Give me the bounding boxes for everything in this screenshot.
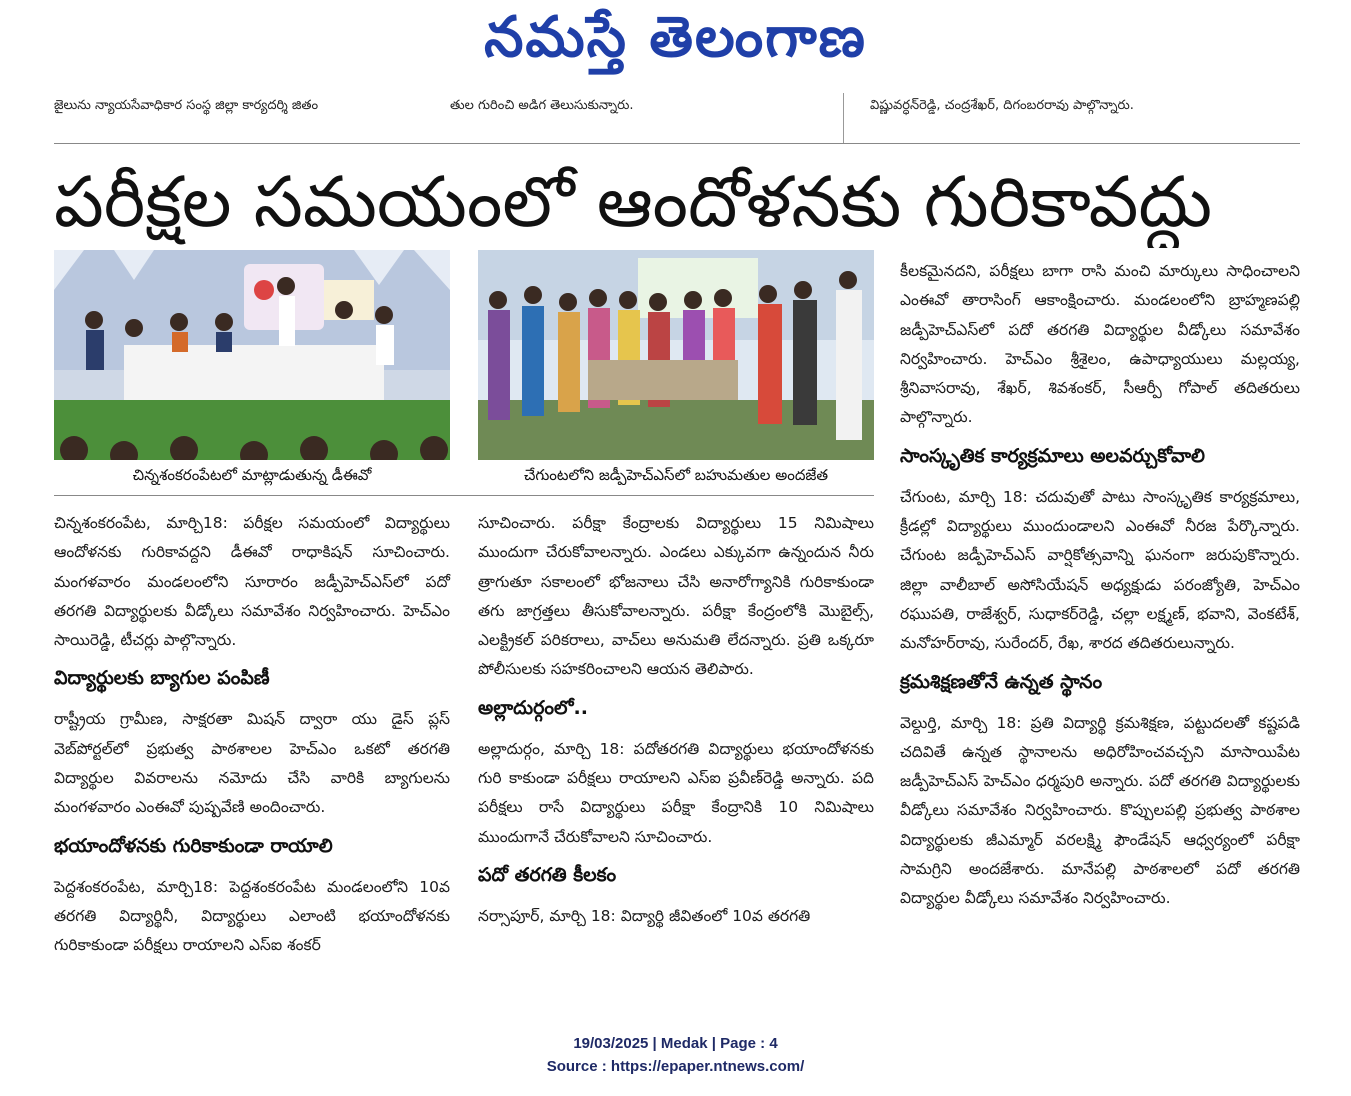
headline: పరీక్షల సమయంలో ఆందోళనకు గురికావద్దు [54, 161, 1213, 243]
top-strip-right: విష్ణువర్ధన్‌రెడ్డి, చంద్రశేఖర్, దిగంబరరావు పాల్గొన్నారు. [870, 98, 1134, 113]
subheading: క్రమశిక్షణతోనే ఉన్నత స్థానం [900, 670, 1103, 693]
article-column-2 [478, 509, 874, 931]
footer-source: Source : https://epaper.ntnews.com/ [546, 1058, 805, 1075]
caption-photo-meeting: చిన్నశంకరంపేటలో మాట్లాడుతున్న డీఈవో [132, 466, 372, 484]
paragraph: రాష్ట్రీయ గ్రామీణ, సాక్షరతా మిషన్ ద్వారా యు డైస్ ప్లస్ వెబ్‌పోర్టల్‌లో ప్రభుత్వ పాఠశాలల హెచ్ఎం ఒకటో తరగతి విద్యార్థుల వివరాలను నమోదు చేసి వారికి బ్యాగులను మంగళవారం ఎంఈవో పుష్పవేణి అందించారు. [54, 710, 450, 817]
subheading: భయాందోళనకు గురికాకుండా రాయాలి [54, 834, 333, 857]
subheading: సాంస్కృతిక కార్యక్రమాలు అలవర్చుకోవాలి [900, 444, 1205, 467]
header-rule [54, 143, 1300, 144]
column-divider [843, 93, 844, 143]
masthead: నమస్తే తెలంగాణ [484, 4, 867, 70]
paragraph: పెద్దశంకరంపేట, మార్చి18: పెద్దశంకరంపేట మండలంలోని 10వ తరగతి విద్యార్థినీ, విద్యార్థులు ఎలాంటి భయాందోళనకు గురికాకుండా పరీక్షలు రాయాలని ఎస్ఐ శంకర్ [54, 877, 450, 955]
article-column-3 [900, 257, 1300, 914]
top-strip-left: జైలును న్యాయసేవాధికార సంస్థ జిల్లా కార్యదర్శి జితం [54, 98, 319, 113]
caption-photo-prize-distribution: చేగుంటలోని జడ్పీహెచ్ఎస్‌లో బహుమతుల అందజేత [523, 466, 829, 484]
subheading: అల్లాదుర్గంలో.. [478, 696, 588, 719]
paragraph: చిన్నశంకరంపేట, మార్చి18: పరీక్షల సమయంలో విద్యార్థులు ఆందోళనకు గురికావద్దని డీఈవో రాధాకిషన్ సూచించారు. మంగళవారం మండలంలోని సూరారం జడ్పీహెచ్ఎస్‌లో పదో తరగతి విద్యార్థులకు వీడ్కోలు సమావేశం నిర్వహించారు. హెచ్ఎం సాయిరెడ్డి, టీచర్లు పాల్గొన్నారు. [54, 514, 450, 650]
subheading: విద్యార్థులకు బ్యాగుల పంపిణీ [54, 667, 270, 690]
paragraph: వెల్దుర్తి, మార్చి 18: ప్రతి విద్యార్థి క్రమశిక్షణ, పట్టుదలతో కష్టపడి చదివితే ఉన్నత స్థానాలను అధిరోహించవచ్చని మాసాయిపేట జడ్పీహెచ్ఎస్ హెచ్ఎం ధర్మపురి అన్నారు. పదో తరగతి విద్యార్థులకు వీడ్కోలు సమావేశం నిర్వహించారు. కొప్పులపల్లి ప్రభుత్వ పాఠశాల విద్యార్థులకు జీఎమ్మార్ వరలక్ష్మి ఫౌండేషన్ ఆధ్వర్యంలో పరీక్షా సామగ్రిని అందజేశారు. మానేపల్లి పాఠశాలలో పదో తరగతి విద్యార్థుల వీడ్కోలు సమావేశం నిర్వహించారు. [900, 713, 1300, 908]
paragraph: సూచించారు. పరీక్షా కేంద్రాలకు విద్యార్థులు 15 నిమిషాలు ముందుగా చేరుకోవాలన్నారు. ఎండలు ఎక్కువగా ఉన్నందున నీరు త్రాగుతూ సకాలంలో భోజనాలు చేసి అనారోగ్యానికి గురికాకుండా తగు జాగ్రత్తలు తీసుకోవాలన్నారు. పరీక్షా కేంద్రంలోకి మొబైల్స్, ఎలక్ట్రికల్ పరికరాలు, వాచ్‌లు అనుమతి లేదన్నారు. ప్రతి ఒక్కరూ పోలీసులకు సహకరించాలని ఆయన తెలిపారు. [478, 514, 874, 679]
caption-rule [54, 495, 874, 496]
article-column-1 [54, 509, 450, 961]
top-strip-middle: తుల గురించి అడిగ తెలుసుకున్నారు. [450, 98, 634, 113]
paragraph: కీలకమైనదని, పరీక్షలు బాగా రాసి మంచి మార్కులు సాధించాలని ఎంఈవో తారాసింగ్ ఆకాంక్షించారు. మండలంలోని బ్రాహ్మణపల్లి జడ్పీహెచ్ఎస్‌లో పదో తరగతి విద్యార్థుల వీడ్కోలు సమావేశం నిర్వహించారు. హెచ్ఎం శ్రీశైలం, ఉపాధ్యాయులు మల్లయ్య, శ్రీనివాసరావు, శేఖర్, శివశంకర్, సీఆర్పీ గోపాల్ తదితరులు పాల్గొన్నారు. [900, 262, 1300, 427]
footer-date-edition: 19/03/2025 | Medak | Page : 4 [573, 1035, 778, 1052]
paragraph: నర్సాపూర్, మార్చి 18: విద్యార్థి జీవితంలో 10వ తరగతి [478, 906, 811, 925]
photo-meeting [54, 250, 450, 460]
paragraph: అల్లాదుర్గం, మార్చి 18: పదోతరగతి విద్యార్థులు భయాందోళనకు గురి కాకుండా పరీక్షలు రాయాలని ఎస్ఐ ప్రవీణ్‌రెడ్డి అన్నారు. పది పరీక్షలు రాసే విద్యార్థులు పరీక్షా కేంద్రానికి 10 నిమిషాలు ముందుగానే చేరుకోవాలని సూచించారు. [478, 739, 874, 846]
subheading: పదో తరగతి కీలకం [478, 863, 617, 886]
photo-prize-distribution [478, 250, 874, 460]
paragraph: చేగుంట, మార్చి 18: చదువుతో పాటు సాంస్కృతిక కార్యక్రమాలు, క్రీడల్లో విద్యార్థులు ముందుండాలని ఎంఈవో నీరజ పేర్కొన్నారు. చేగుంట జడ్పీహెచ్ఎస్ వార్షికోత్సవాన్ని ఘనంగా జరుపుకొన్నారు. జిల్లా వాలీబాల్ అసోసియేషన్ అధ్యక్షుడు పరంజ్యోతి, హెచ్ఎం రఘుపతి, రాజేశ్వర్, సుధాకర్‌రెడ్డి, చల్లా లక్ష్మణ్, భవాని, వెంకటేశ్, మనోహర్‌రావు, సురేందర్, రేఖ, శారద తదితరులున్నారు. [900, 487, 1300, 653]
